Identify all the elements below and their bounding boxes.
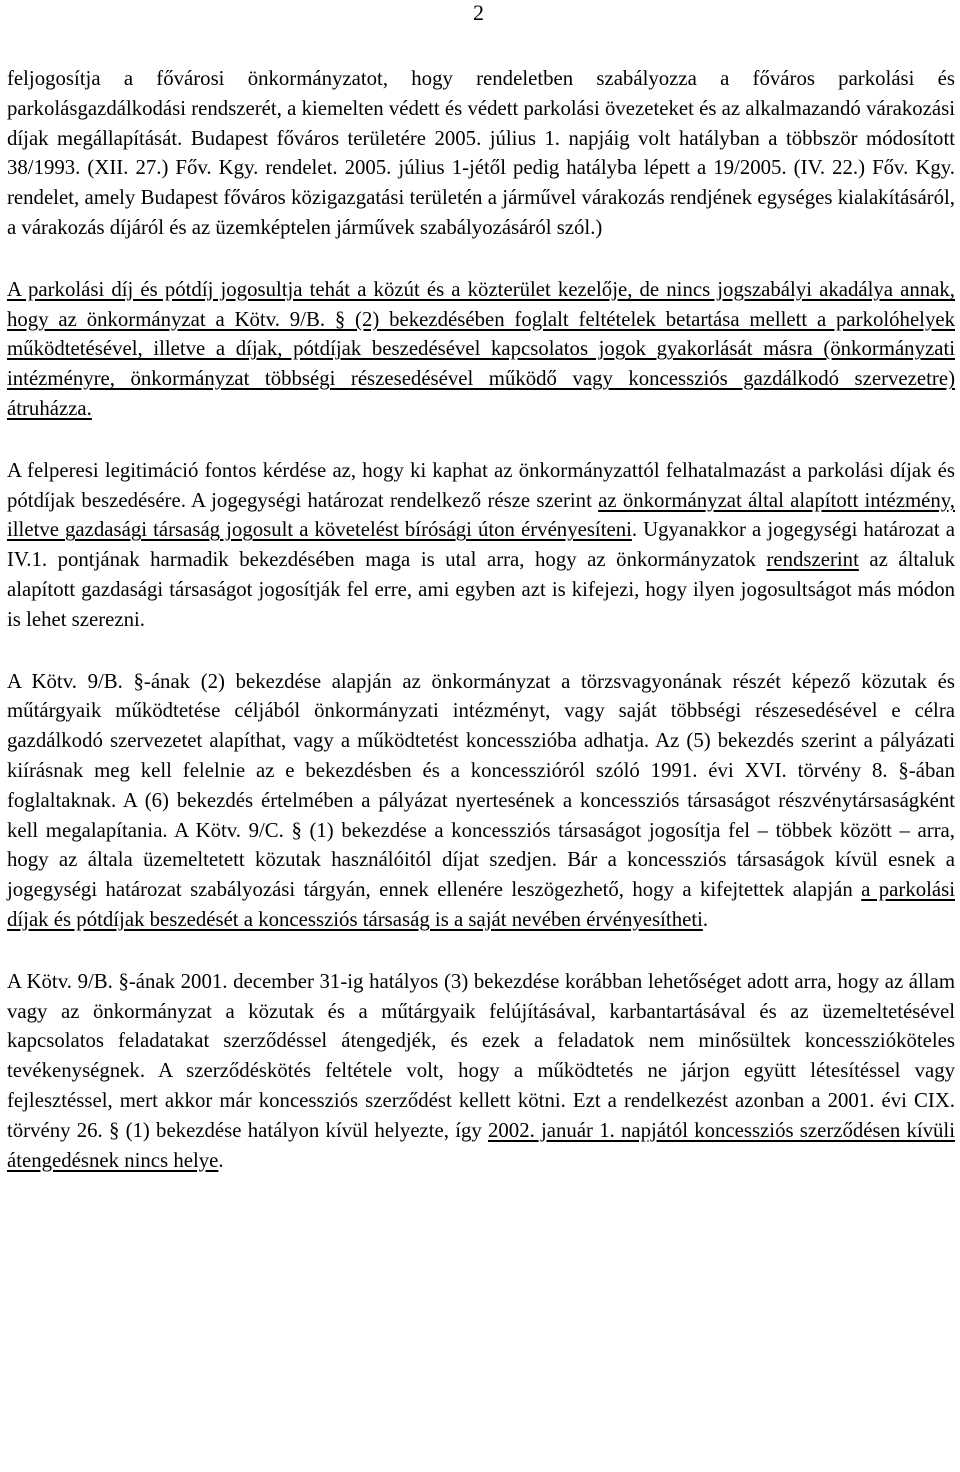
document-body	[7, 64, 955, 1207]
paragraph-text: az általuk alapított gazdasági társaságot jogosítják fel erre, ami egyben azt is kifejezi, hogy ilyen jogosultságot más módon is lehet szerezni.	[7, 548, 955, 631]
underlined-text: A parkolási díj és pótdíj jogosultja tehát a közút és a közterület kezelője, de nincs jogszabályi akadálya annak, hogy az önkormányzat a Kötv. 9/B. § (2) bekezdésében foglalt feltételek betartása mellett a parkolóhelyek működtetésével, illetve a díjak, pótdíjak beszedésével kapcsolatos jogok gyakorlását másra (önkormányzati intézményre, önkormányzat többségi részesedésével működő vagy koncessziós gazdálkodó szervezetre) átruházza.	[7, 277, 955, 420]
underlined-text: rendszerint	[766, 548, 859, 572]
paragraph-text: .	[218, 1148, 224, 1172]
paragraph-2	[7, 275, 955, 424]
paragraph-text: A Kötv. 9/B. §-ának (2) bekezdése alapján az önkormányzat a törzsvagyonának részét képező közutak és műtárgyaik működtetése céljából önkormányzati intézményt, vagy saját többségi részesedésével e célra gazdálkodó szervezetet alapíthat, vagy a működtetést koncesszióba adhatja. Az (5) bekezdés szerint a pályázati kiírásnak meg kell felelnie az e bekezdésben és a koncesszióról szóló 1991. évi XVI. törvény 8. §-ában foglaltaknak. A (6) bekezdés értelmében a pályázat nyertesének a koncessziós társaságot részvénytársaságként kell megalapítania. A Kötv. 9/C. § (1) bekezdése a koncessziós társaságot jogosítja fel – többek között – arra, hogy az általa üzemeltetett közutak használóitól díjat szedjen. Bár a koncessziós társaságok kívül esnek a jogegységi határozat szabályozási tárgyán, ennek ellenére leszögezhető, hogy a kifejtettek alapján	[7, 669, 955, 902]
paragraph-5	[7, 967, 955, 1176]
underlined-text: a parkolási díjak és pótdíjak beszedését a koncessziós társaság is a saját nevében érvényesítheti	[7, 878, 955, 931]
paragraph-text: .	[702, 907, 709, 931]
paragraph-text: A felperesi legitimáció fontos kérdése az, hogy ki kaphat az önkormányzattól felhatalmazást a parkolási díjak és pótdíjak beszedésére. A jogegységi határozat rendelkező része szerint	[7, 458, 955, 512]
paragraph-3	[7, 456, 955, 635]
underlined-text: az önkormányzat által alapított intézmény, illetve gazdasági társaság jogosult a követelést bírósági úton érvényesíteni	[7, 488, 955, 542]
paragraph-4	[7, 667, 955, 935]
underlined-text: 2002. január 1. napjától koncessziós szerződésen kívüli átengedésnek nincs helye	[7, 1118, 955, 1172]
paragraph-1	[7, 64, 955, 243]
paragraph-text: A Kötv. 9/B. §-ának 2001. december 31-ig hatályos (3) bekezdése korábban lehetőséget adott arra, hogy az állam vagy az önkormányzat a közutak és a műtárgyaik felújításával, karbantartásával és az üzemeltetésével kapcsolatos feladatakat szerződéssel átengedjék, és ezek a feladatok nem minősültek koncesszióköteles tevékenységnek. A szerződéskötés feltétele volt, hogy a működtetés ne járjon együtt létesítéssel vagy fejlesztéssel, mert akkor már koncessziós szerződést kellett kötni. Ezt a rendelkezést azonban a 2001. évi CIX. törvény 26. § (1) bekezdése hatályon kívül helyezte, így	[7, 969, 955, 1142]
page-number: 2	[473, 0, 484, 25]
paragraph-text: . Ugyanakkor a jogegységi határozat a IV.1. pontjának harmadik bekezdésében maga is utal arra, hogy az önkormányzatok	[7, 518, 955, 572]
paragraph-text: feljogosítja a fővárosi önkormányzatot, hogy rendeletben szabályozza a főváros parkolási és parkolásgazdálkodási rendszerét, a kiemelten védett és védett parkolási övezeteket és az alkalmazandó várakozási díjak megállapítását. Budapest főváros területére 2005. július 1. napjáig volt hatályban a többször módosított 38/1993. (XII. 27.) Főv. Kgy. rendelet. 2005. július 1-jétől pedig hatályba lépett a 19/2005. (IV. 22.) Főv. Kgy. rendelet, amely Budapest főváros közigazgatási területén a járművel várakozás rendjének egységes kialakításáról, a várakozás díjáról és az üzemképtelen járművek szabályozásáról szól.)	[7, 67, 955, 239]
